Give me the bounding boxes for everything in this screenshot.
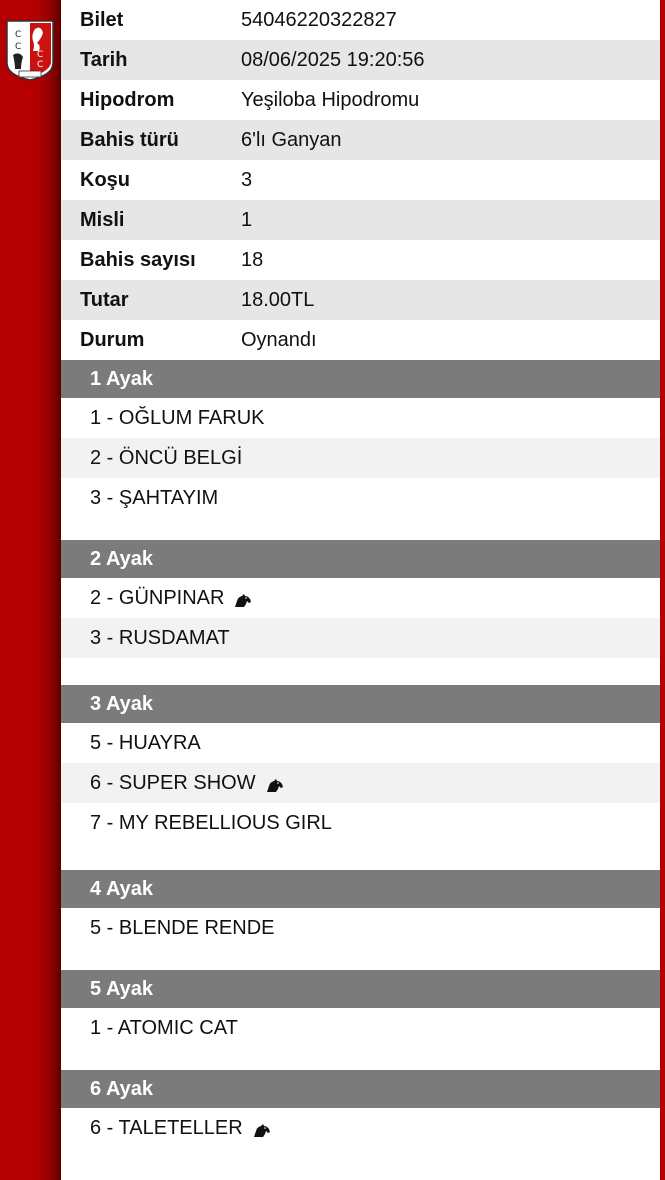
leg-header: 5 Ayak (61, 970, 660, 1008)
svg-text:C: C (37, 50, 44, 60)
leg-header: 4 Ayak (61, 870, 660, 908)
info-row (61, 160, 660, 200)
info-label: Bahis sayısı (80, 248, 196, 271)
info-row (61, 280, 660, 320)
club-logo (5, 19, 55, 81)
info-value: 6'lı Ganyan (241, 128, 342, 151)
horse-name: 2 - GÜNPINAR (90, 586, 225, 609)
horse-name: 6 - SUPER SHOW (90, 771, 256, 794)
horse-row (61, 908, 660, 948)
info-label: Tutar (80, 288, 129, 311)
leg-spacer (61, 1048, 660, 1070)
horse-name: 5 - BLENDE RENDE (90, 916, 275, 939)
horse-row (61, 763, 660, 803)
svg-text:C: C (15, 42, 22, 52)
info-row (61, 80, 660, 120)
svg-text:C: C (15, 30, 22, 40)
leg-spacer (61, 843, 660, 870)
leg-header: 3 Ayak (61, 685, 660, 723)
info-label: Koşu (80, 168, 130, 191)
leg-spacer (61, 658, 660, 685)
horse-row (61, 578, 660, 618)
leg-header: 6 Ayak (61, 1070, 660, 1108)
horse-name: 1 - ATOMIC CAT (90, 1016, 238, 1039)
info-label: Bilet (80, 8, 124, 31)
horse-head-icon (234, 591, 252, 605)
info-row (61, 200, 660, 240)
info-value: Yeşiloba Hipodromu (241, 88, 420, 111)
info-label: Durum (80, 328, 145, 351)
horse-head-icon (266, 776, 284, 790)
horse-name: 1 - OĞLUM FARUK (90, 406, 265, 429)
horse-row (61, 398, 660, 438)
leg-spacer (61, 948, 660, 970)
info-value: Oynandı (241, 328, 317, 351)
horse-name: 7 - MY REBELLIOUS GIRL (90, 811, 332, 834)
leg-spacer (61, 518, 660, 540)
info-value: 08/06/2025 19:20:56 (241, 48, 425, 71)
info-label: Tarih (80, 48, 128, 71)
info-value: 54046220322827 (241, 8, 397, 31)
leg-header: 2 Ayak (61, 540, 660, 578)
right-edge (660, 0, 665, 1180)
horse-row (61, 438, 660, 478)
info-row (61, 240, 660, 280)
leg-header: 1 Ayak (61, 360, 660, 398)
horse-name: 2 - ÖNCÜ BELGİ (90, 446, 243, 469)
info-row (61, 0, 660, 40)
info-label: Hipodrom (80, 88, 175, 111)
info-value: 1 (241, 208, 253, 231)
horse-row (61, 723, 660, 763)
horse-name: 3 - ŞAHTAYIM (90, 486, 219, 509)
horse-name: 5 - HUAYRA (90, 731, 201, 754)
sidebar (0, 0, 61, 1180)
info-label: Bahis türü (80, 128, 179, 151)
horse-row (61, 1008, 660, 1048)
svg-text:C: C (37, 60, 44, 70)
info-label: Misli (80, 208, 125, 231)
info-row (61, 40, 660, 80)
info-row (61, 120, 660, 160)
info-row (61, 320, 660, 360)
horse-head-icon (253, 1121, 271, 1135)
info-value: 18 (241, 248, 264, 271)
horse-name: 6 - TALETELLER (90, 1116, 243, 1139)
info-value: 18.00TL (241, 288, 315, 311)
leg-spacer (61, 1148, 660, 1170)
info-value: 3 (241, 168, 253, 191)
horse-name: 3 - RUSDAMAT (90, 626, 230, 649)
horse-row (61, 618, 660, 658)
horse-row (61, 478, 660, 518)
ticket-details (61, 0, 660, 1170)
horse-row (61, 1108, 660, 1148)
horse-row (61, 803, 660, 843)
